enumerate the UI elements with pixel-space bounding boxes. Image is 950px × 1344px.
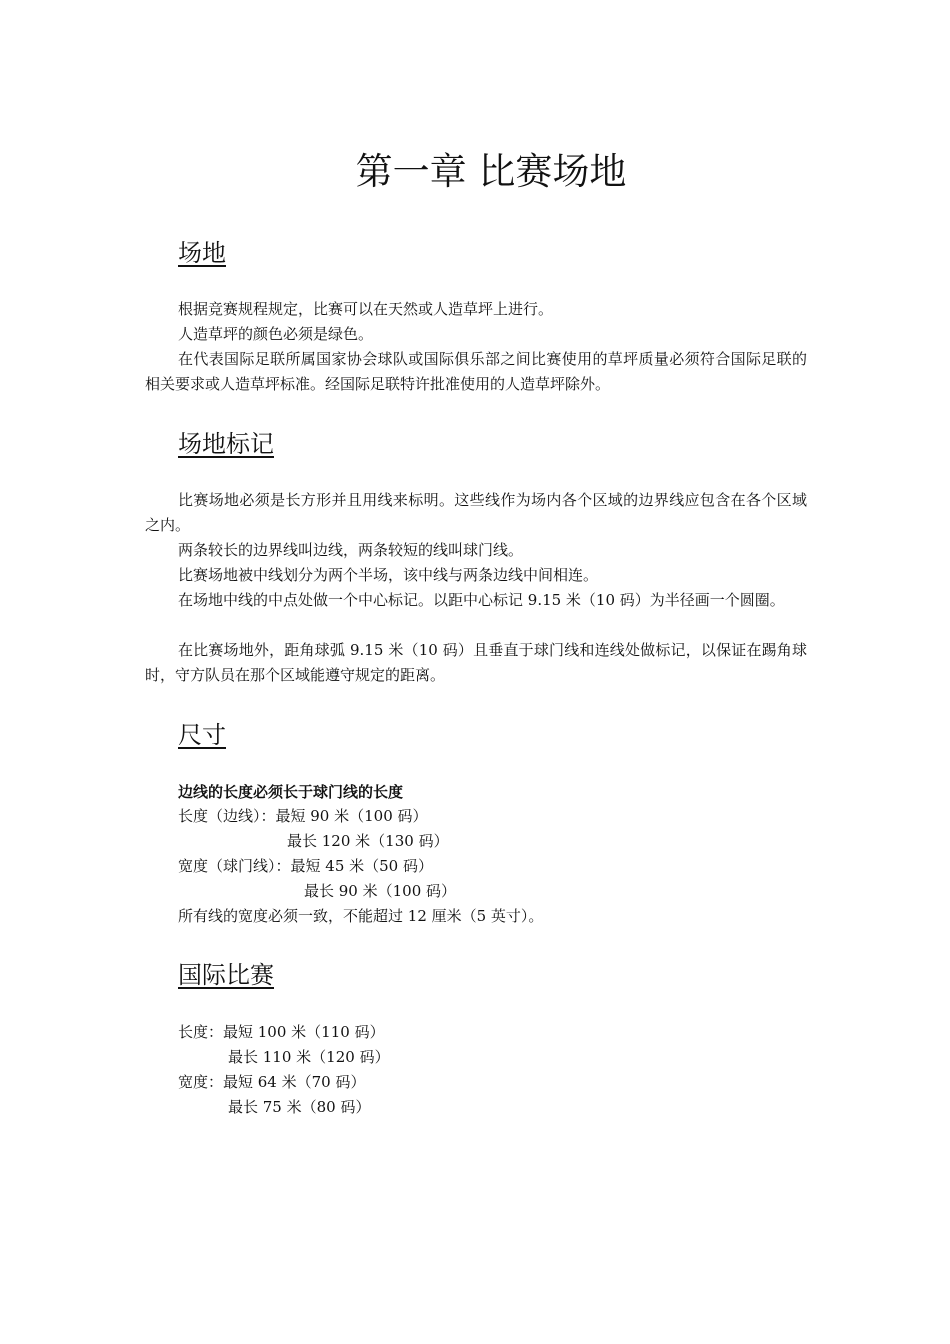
dimensions-subheading: 边线的长度必须长于球门线的长度: [178, 783, 404, 801]
intl-length-max: 最长 110 米（120 码）: [228, 1048, 390, 1066]
dimension-length-max: 最长 120 米（130 码）: [287, 832, 449, 850]
intl-width-max: 最长 75 米（80 码）: [228, 1098, 371, 1116]
dimension-width-max: 最长 90 米（100 码）: [304, 882, 457, 900]
paragraph: 人造草坪的颜色必须是绿色。: [178, 325, 374, 343]
dimension-length-min: 长度（边线）：最短 90 米（100 码）: [178, 807, 428, 825]
paragraph: 比赛场地必须是长方形并且用线来标明。这些线作为场内各个区域的边界线应包含在各个区域之内。: [145, 491, 807, 534]
dimension-width-min: 宽度（球门线）：最短 45 米（50 码）: [178, 857, 433, 875]
intl-length-min: 长度：最短 100 米（110 码）: [178, 1023, 385, 1041]
intl-width-min: 宽度：最短 64 米（70 码）: [178, 1073, 366, 1091]
paragraph: 在场地中线的中点处做一个中心标记。以距中心标记 9.15 米（10 码）为半径画一个圆圈。: [178, 591, 785, 609]
paragraph: 比赛场地被中线划分为两个半场，该中线与两条边线中间相连。: [178, 566, 599, 584]
section-heading-dimensions: 尺寸: [178, 721, 226, 749]
section-heading-field: 场地: [178, 239, 226, 267]
paragraph: 根据竞赛规程规定，比赛可以在天然或人造草坪上进行。: [178, 300, 554, 318]
section-heading-international: 国际比赛: [178, 961, 274, 989]
paragraph: 在代表国际足联所属国家协会球队或国际俱乐部之间比赛使用的草坪质量必须符合国际足联的相关要求或人造草坪标准。经国际足联特许批准使用的人造草坪除外。: [145, 350, 807, 393]
paragraph: 在比赛场地外，距角球弧 9.15 米（10 码）且垂直于球门线和连线处做标记，以保证在踢角球时，守方队员在那个区域能遵守规定的距离。: [145, 641, 807, 684]
section-heading-markings: 场地标记: [178, 430, 274, 458]
line-width-note: 所有线的宽度必须一致，不能超过 12 厘米（5 英寸）。: [178, 907, 544, 925]
chapter-title: 第一章 比赛场地: [355, 150, 627, 193]
paragraph: 两条较长的边界线叫边线，两条较短的线叫球门线。: [178, 541, 524, 559]
